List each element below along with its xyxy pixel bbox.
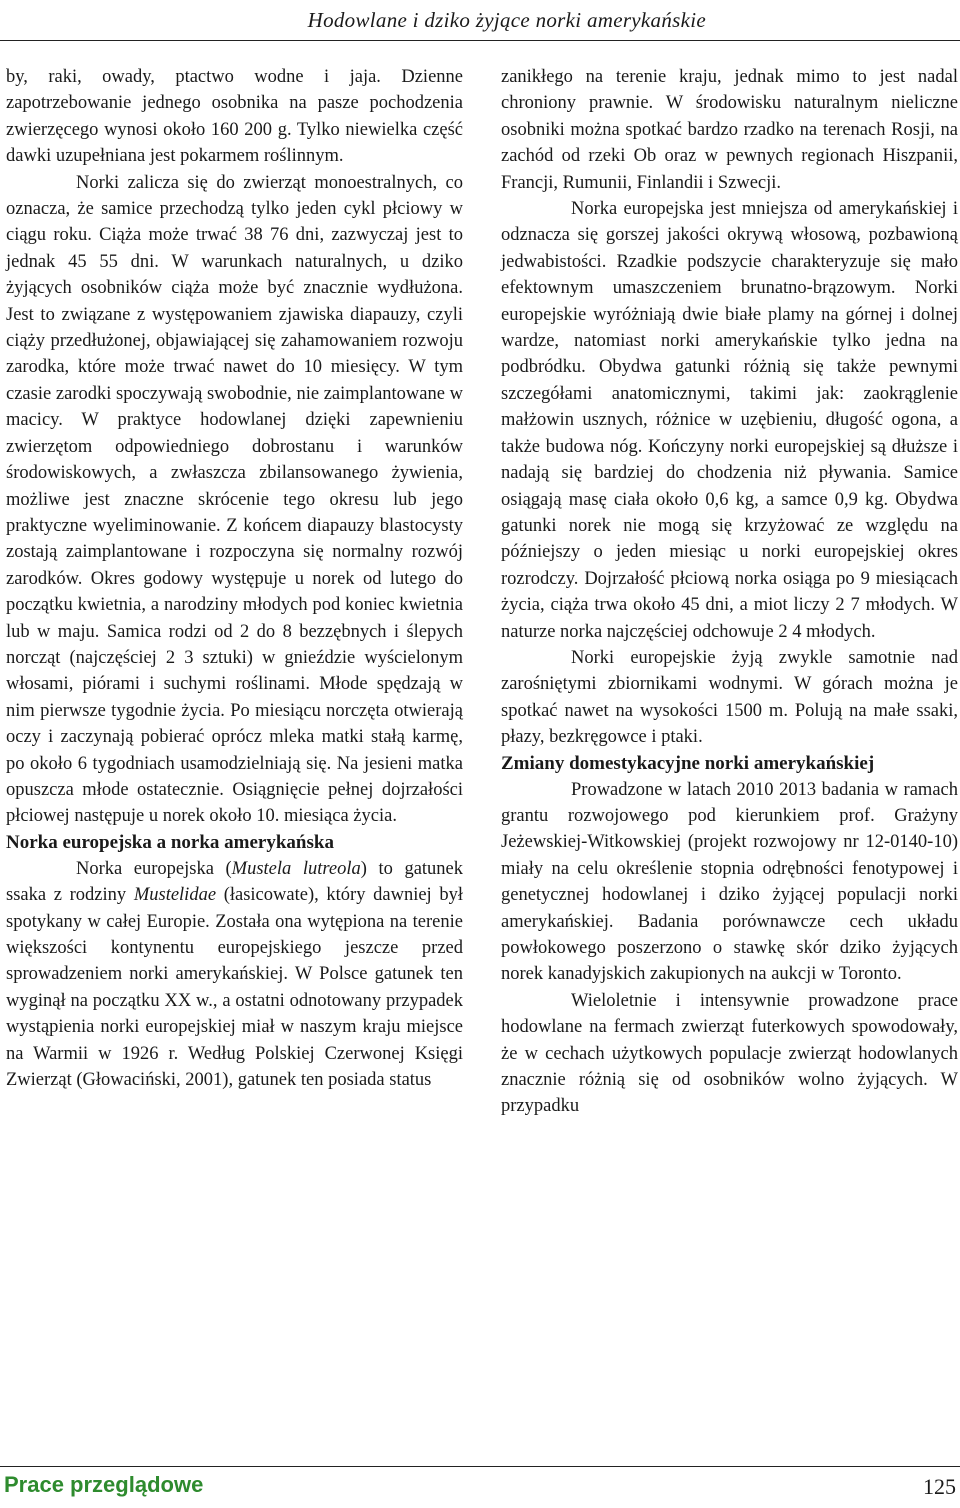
right-paragraph-2: Norka europejska jest mniejsza od amerykańskiej i odznacza się gorszej jakości okrywą włosową, pozbawioną jedwabistości. Rzadkie podszycie charakteryzuje się mało efektownym umaszczeniem brunatno-brązowym. Norki europejskie wyróżniają dwie białe plamy na górnej i dolnej wardze, natomiast norki amerykańskie tylko jedna na podbródku. Obydwa gatunki różnią się także pewnymi szczegółami anatomicznymi, takimi jak: zaokrąglenie małżowin usznych, różnice w uzębieniu, długość ogona, a także budowa nóg. Kończyny norki europejskiej są dłuższe i nadają się bardziej do chodzenia niż pływania. Samice osiągają masę ciała około 0,6 kg, a samce 0,9 kg. Obydwa gatunki norek nie mogą się krzyżować ze względu na późniejszy o jeden miesiąc u norki europejskiej okres rozrodczy. Dojrzałość płciową norka osiąga po 9 miesiącach życia, ciąża trwa około 45 dni, a miot liczy 2 7 młodych. W naturze norka najczęściej odchowuje 2 4 młodych. xyxy=(501,199,958,642)
footer-section-label: Prace przeglądowe xyxy=(4,1472,204,1497)
latin-name-mustela-lutreola: Mustela lutreola xyxy=(231,858,361,879)
text-run: ) to gatunek ssaka z rodziny xyxy=(6,858,464,906)
right-column xyxy=(501,64,958,1120)
right-paragraph-4: Prowadzone w latach 2010 2013 badania w ramach grantu rozwojowego pod kierunkiem prof. Grażyny Jeżewskiej-Witkowskiej (projekt rozwojowy nr 12-0140-10) miały na celu określenie stopnia odrębności fenotypowej i genetycznej hodowlanej i dziko żyjącej populacji norki amerykańskiej. Badania porównawcze cech układu powłokowego poszerzono o stawkę skór dziko żyjących norek kanadyjskich zakupionych na aukcji w Toronto. xyxy=(501,779,958,985)
left-column xyxy=(6,64,463,1093)
left-paragraph-3 xyxy=(6,856,463,1094)
right-paragraph-5: Wieloletnie i intensywnie prowadzone prace hodowlane na fermach zwierząt futerkowych spowodowały, że w cechach użytkowych populacje zwierząt hodowlanych znacznie różnią się od osobników wolno żyjących. W przypadku xyxy=(501,990,958,1117)
header-divider xyxy=(0,40,960,41)
section-heading-domestication-changes: Zmiany domestykacyjne norki amerykańskiej xyxy=(501,752,875,774)
left-paragraph-2: Norki zalicza się do zwierząt monoestralnych, co oznacza, że samice przechodzą tylko jeden cykl płciowy w ciągu roku. Ciąża może trwać 38 76 dni, zazwyczaj jest to jednak 45 55 dni. W warunkach naturalnych, u dziko żyjących osobników ciąża może być znacznie wydłużona. Jest to związane z występowaniem zjawiska diapauzy, czyli ciąży przedłużonej, objawiającej się zahamowaniem rozwoju zarodka, które może trwać nawet do 10 miesięcy. W tym czasie zarodki spoczywają swobodnie, nie zaimplantowane w macicy. W praktyce hodowlanej dzięki zapewnieniu zwierzętom odpowiedniego dobrostanu i warunków środowiskowych, a zwłaszcza zbilansowanego żywienia, możliwe jest znaczne skrócenie tego okresu lub jego praktyczne wyeliminowanie. Z końcem diapauzy blastocysty zostają zaimplantowane i rozpoczyna się normalny rozwój zarodków. Okres godowy występuje u norek od lutego do początku kwietnia, a narodziny młodych pod koniec kwietnia lub w maju. Samica rodzi od 2 do 8 bezzębnych i ślepych norcząt (najczęściej 2 3 sztuki) w gnieździe wyścielonym włosami, piórami i suchymi roślinami. Młode spędzają w nim pierwsze tygodnie życia. Po miesiącu norczęta otwierają oczy i zaczynają pobierać oprócz mleka matki stałą karmę, po około 6 tygodniach usamodzielniają się. Na jesieni matka opuszcza młode ostatecznie. Osiągnięcie pełnej dojrzałości płciowej następuje u norek około 10. miesiąca życia. xyxy=(6,172,463,827)
footer-divider xyxy=(0,1466,960,1467)
latin-name-mustelidae: Mustelidae xyxy=(133,885,217,906)
right-paragraph-1: zanikłego na terenie kraju, jednak mimo to jest nadal chroniony prawnie. W środowisku naturalnym nieliczne osobniki można spotkać bardzo rzadko na terenach Rosji, na zachód od rzeki Ob oraz w pewnych regionach Hiszpanii, Francji, Rumunii, Finlandii i Szwecji. xyxy=(501,67,958,193)
right-paragraph-3: Norki europejskie żyją zwykle samotnie nad zarośniętymi zbiornikami wodnymi. W górach można je spotkać nawet na wysokości 1500 m. Polują na małe ssaki, płazy, bezkręgowce i ptaki. xyxy=(501,647,958,748)
running-title: Hodowlane i dziko żyjące norki amerykańskie xyxy=(307,8,706,32)
section-heading-european-vs-american: Norka europejska a norka amerykańska xyxy=(6,831,334,853)
text-run: (łasicowate), który dawniej był spotykany w całej Europie. Została ona wytępiona na terenie większości kontynentu europejskiego jeszcze przed sprowadzeniem norki amerykańskiej. W Polsce gatunek ten wyginął na początku XX w., a ostatni odnotowany przypadek wystąpienia norki europejskiej miał w naszym kraju miejsce na Warmii w 1926 r. Według Polskiej Czerwonej Księgi Zwierząt (Głowaciński, 2001), gatunek ten posiada status xyxy=(6,885,464,1091)
page-footer xyxy=(0,1466,960,1508)
text-run: Norka europejska ( xyxy=(76,858,232,879)
page-number: 125 xyxy=(923,1474,956,1499)
left-paragraph-1: by, raki, owady, ptactwo wodne i jaja. Dzienne zapotrzebowanie jednego osobnika na pasze pochodzenia zwierzęcego wynosi około 160 200 g. Tylko niewielka część dawki uzupełniana jest pokarmem roślinnym. xyxy=(6,67,463,167)
page-header xyxy=(0,0,960,44)
